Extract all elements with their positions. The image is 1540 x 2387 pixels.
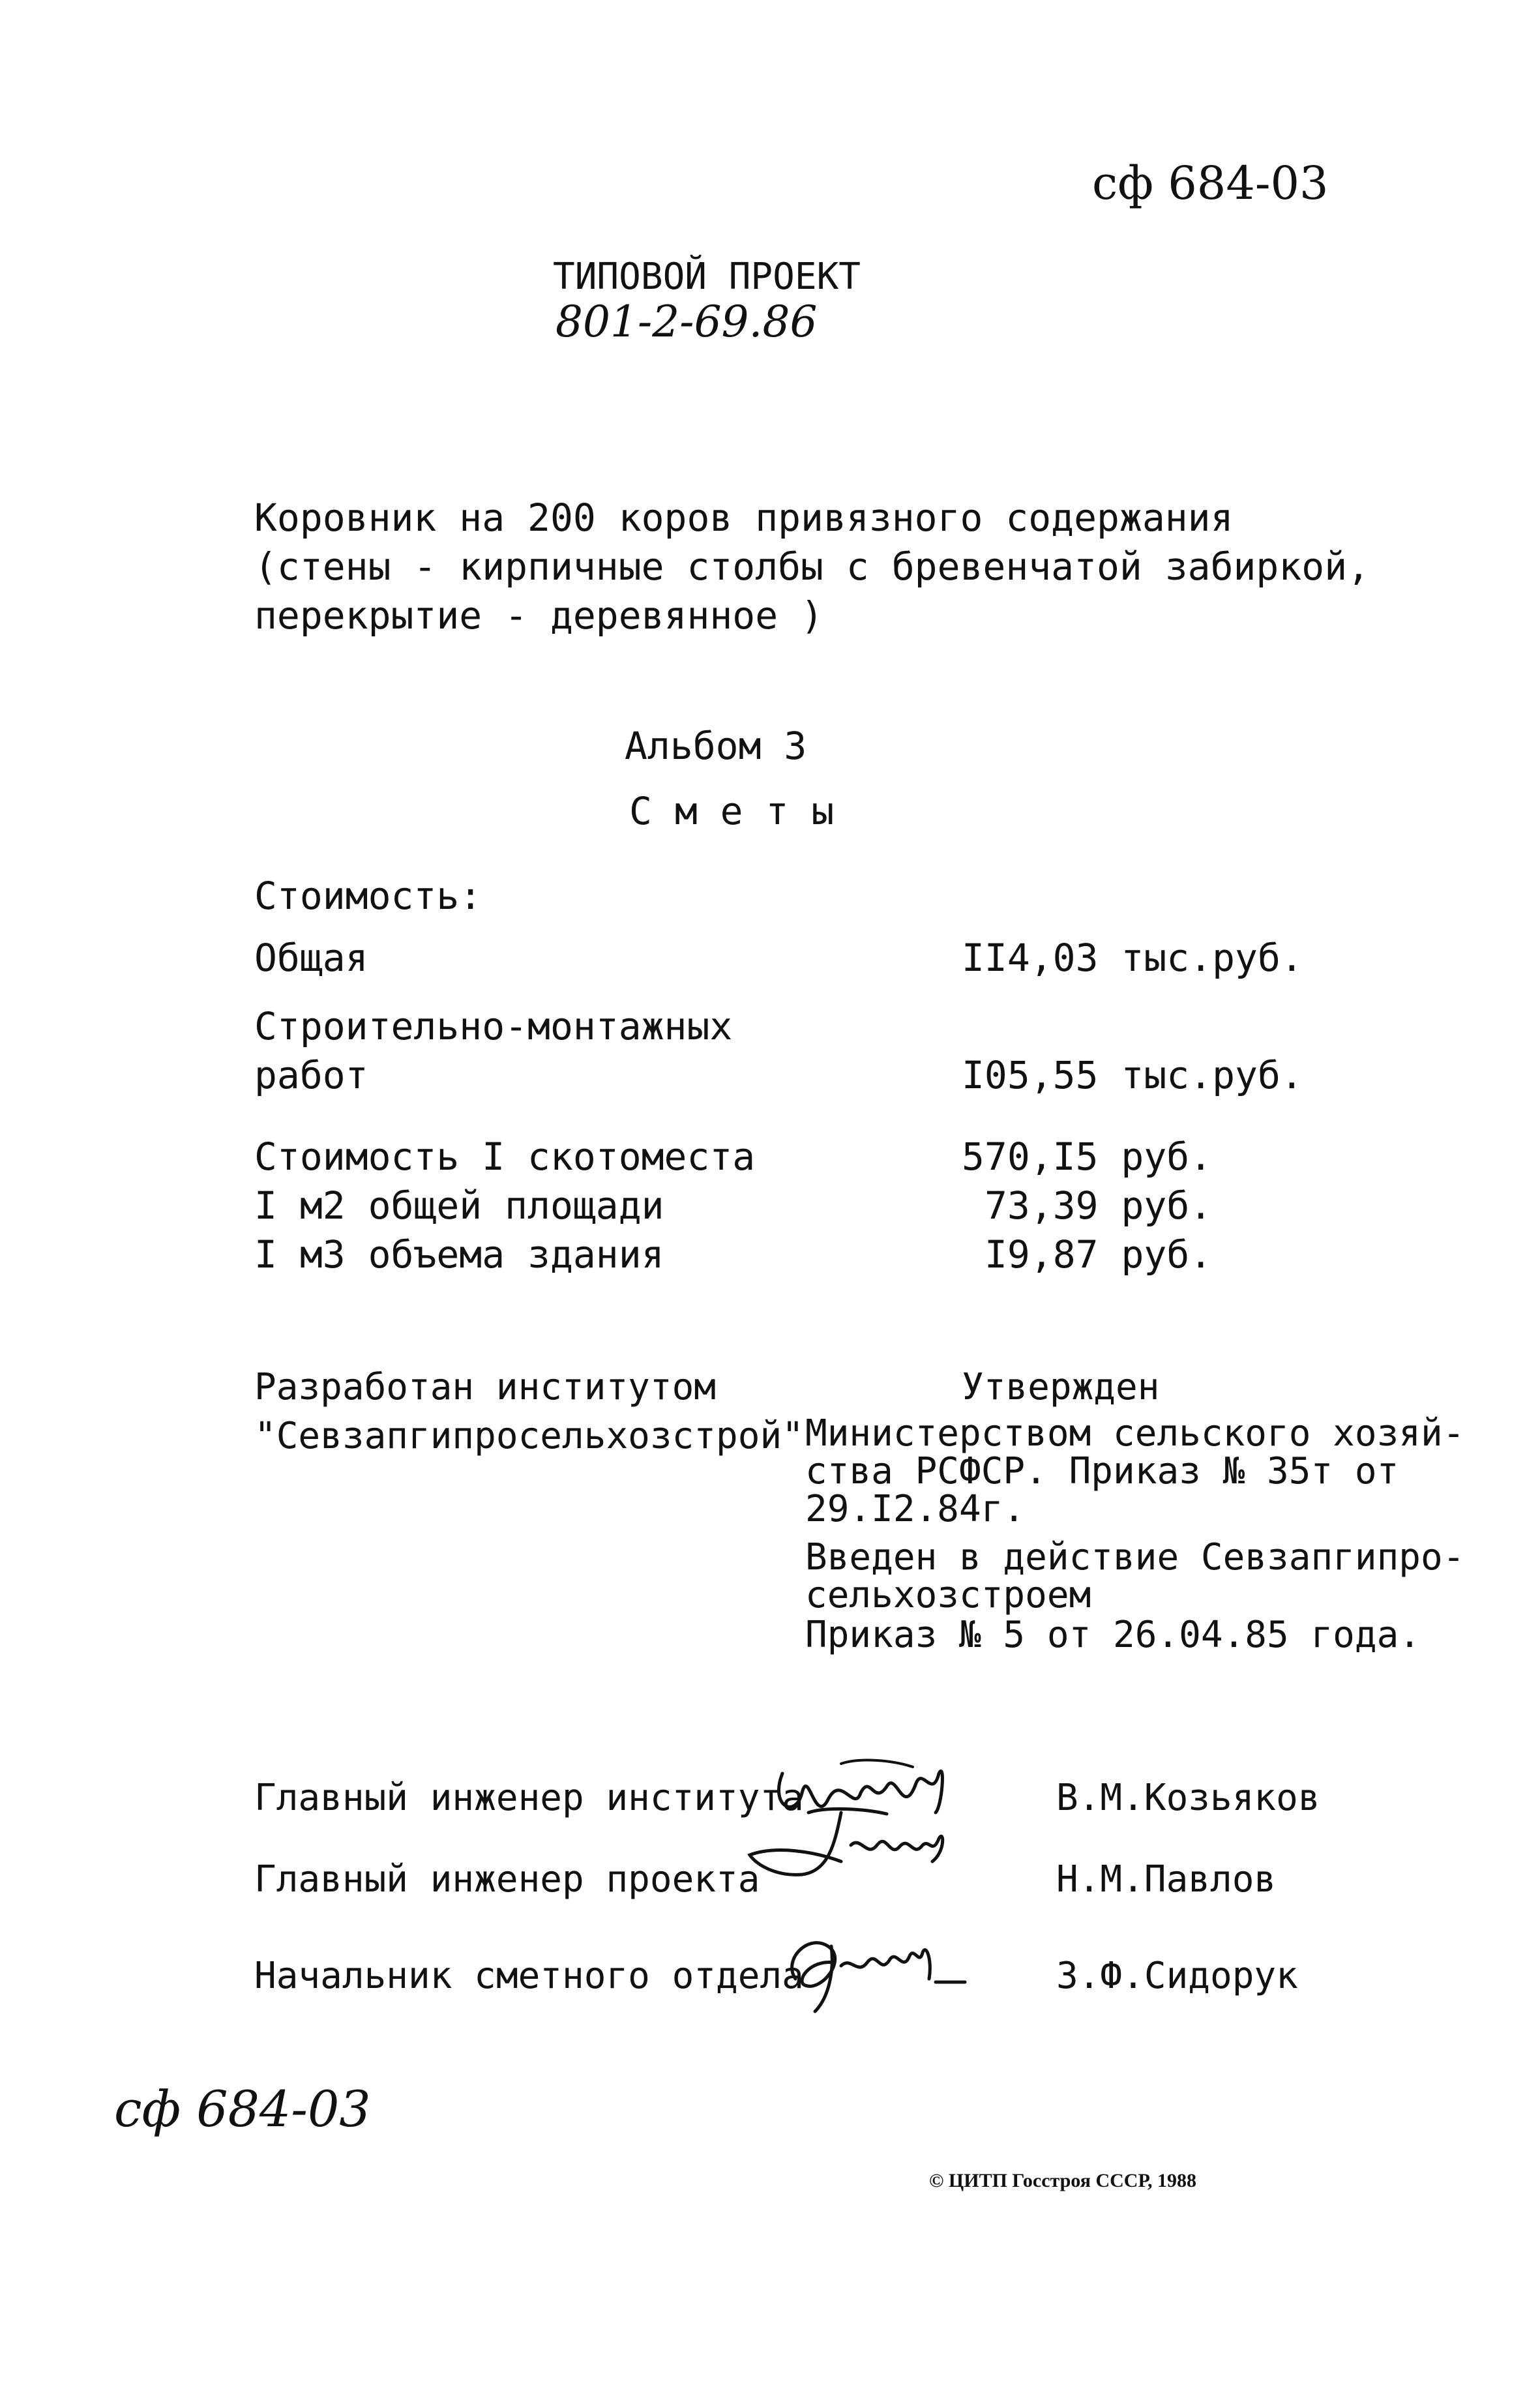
cost-value-total: II4,03 тыс.руб. [962, 936, 1303, 980]
cost-label-construction-1: Строительно-монтажных [254, 1004, 733, 1048]
cost-label-total: Общая [254, 936, 368, 980]
copyright: © ЦИТП Госстроя СССР, 1988 [929, 2170, 1197, 2191]
signatory-name-1: В.М.Козьяков [1056, 1777, 1320, 1819]
signature-2 [737, 1800, 952, 1884]
approval-enacted-line-1: Введен в действие Севзапгипро- [805, 1536, 1465, 1579]
approval-enacted-line-2: сельхозстроем [805, 1574, 1091, 1616]
approval-heading: Утвержден [962, 1366, 1160, 1408]
description-line-2: (стены - кирпичные столбы с бревенчатой забиркой, [254, 544, 1370, 589]
developer-line-1: Разработан институтом [254, 1366, 717, 1408]
cost-label-per-m2: I м2 общей площади [254, 1183, 664, 1228]
album-label: Альбом 3 [625, 724, 807, 768]
signatory-name-2: Н.М.Павлов [1056, 1858, 1277, 1901]
approval-ministry-line-2: ства РСФСР. Приказ № 35т от [805, 1450, 1399, 1492]
cost-label-construction-2: работ [254, 1053, 368, 1097]
cost-value-per-m2: 73,39 руб. [985, 1183, 1213, 1228]
approval-ministry-line-1: Министерством сельского хозяй- [805, 1412, 1465, 1455]
album-name: С м е т ы [629, 789, 835, 833]
signatory-position-3: Начальник сметного отдела [254, 1955, 804, 1997]
approval-ministry-line-3: 29.I2.84г. [805, 1488, 1026, 1530]
description-line-3: перекрытие - деревянное ) [254, 593, 823, 638]
cost-heading: Стоимость: [254, 874, 482, 918]
cost-value-per-place: 570,I5 руб. [962, 1134, 1213, 1179]
signatory-position-1: Главный инженер института [254, 1777, 804, 1819]
cost-label-per-place: Стоимость I скотоместа [254, 1134, 756, 1179]
cost-label-per-m3: I м3 объема здания [254, 1232, 664, 1277]
description-line-1: Коровник на 200 коров привязного содержания [254, 496, 1234, 540]
approval-enacted [805, 1536, 1465, 1616]
approval-order: Приказ № 5 от 26.04.85 года. [805, 1614, 1421, 1656]
cost-value-construction: I05,55 тыс.руб. [962, 1053, 1303, 1097]
cost-value-per-m3: I9,87 руб. [985, 1232, 1213, 1277]
signatory-name-3: З.Ф.Сидорук [1056, 1955, 1298, 1997]
approval-ministry [805, 1412, 1465, 1530]
corner-code-top: сф 684-03 [1092, 156, 1329, 210]
signatory-position-2: Главный инженер проекта [254, 1858, 760, 1901]
project-number: 801-2-69.86 [555, 297, 818, 347]
developer-line-2: "Севзапгипросельхозстрой" [254, 1415, 804, 1457]
signature-3 [769, 1920, 991, 2018]
project-type-title: ТИПОВОЙ ПРОЕКТ [553, 256, 861, 298]
corner-code-bottom: сф 684-03 [114, 2080, 371, 2138]
